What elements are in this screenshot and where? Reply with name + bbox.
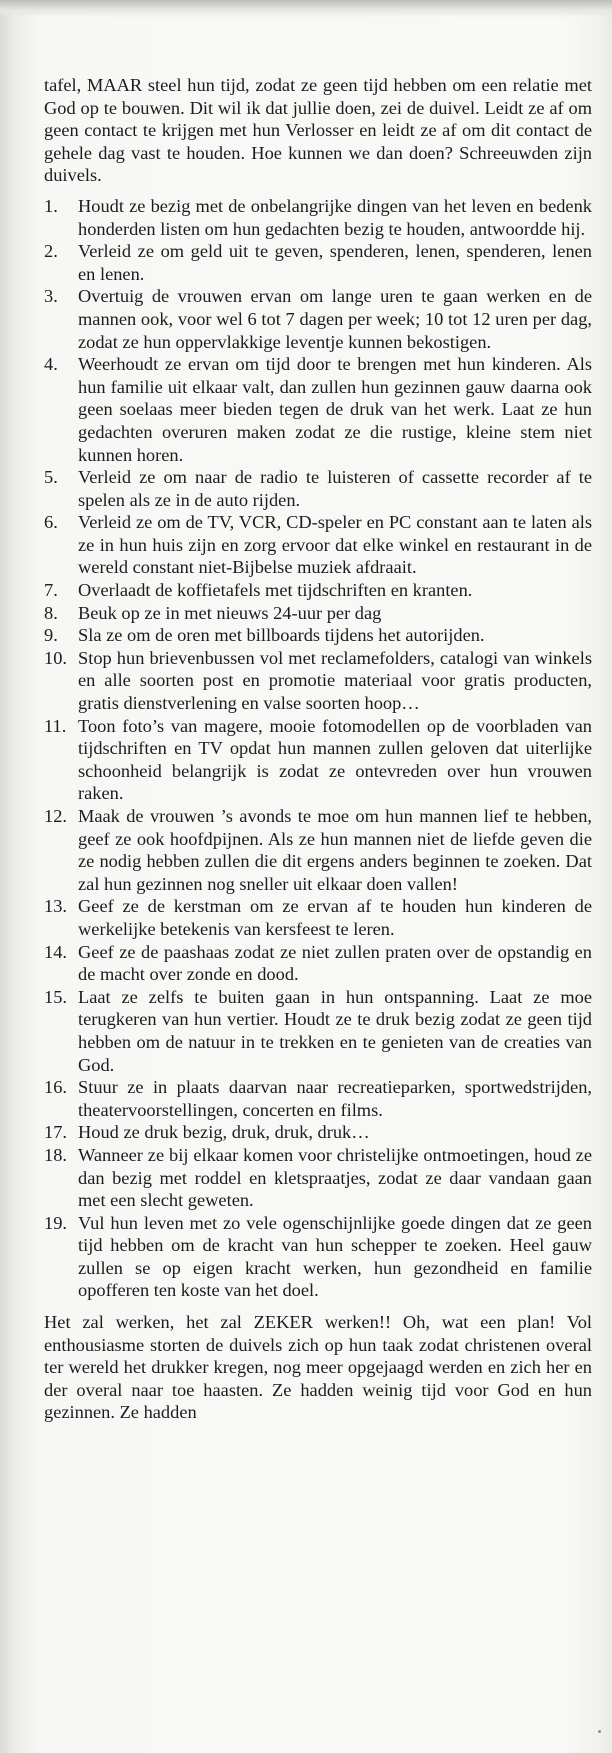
numbered-list <box>44 195 592 1302</box>
list-item-number: 3. <box>44 286 58 307</box>
list-item <box>44 715 592 805</box>
list-item-number: 16. <box>44 1077 67 1098</box>
page-edge-shadow <box>0 0 612 18</box>
list-item <box>44 353 592 466</box>
list-item <box>44 1212 592 1302</box>
scan-speck <box>598 1730 601 1733</box>
list-item <box>44 986 592 1076</box>
list-item <box>44 895 592 940</box>
intro-paragraph: tafel, MAAR steel hun tijd, zodat ze geen tijd hebben om een relatie met God op te bouwen. Dit wil ik dat jullie doen, zei de duivel. Leidt ze af om geen contact te krijgen met hun Verlosser en leidt ze af om dit contact de gehele dag vast te houden. Hoe kunnen we dan doen? Schreeuwden zijn duivels. <box>44 75 592 186</box>
list-item-text: Verleid ze om geld uit te geven, spenderen, lenen, spenderen, lenen en lenen. <box>78 241 592 284</box>
closing-paragraph: Het zal werken, het zal ZEKER werken!! Oh, wat een plan! Vol enthousiasme storten de duivels zich op hun taak zodat christenen overal ter wereld het drukker kregen, nog meer opgejaagd werden en zich her en der overal naar toe haasten. Ze hadden weinig tijd voor God en hun gezinnen. Ze hadden <box>44 1312 592 1423</box>
list-item-number: 10. <box>44 647 67 668</box>
list-item-text: Houdt ze bezig met de onbelangrijke dingen van het leven en bedenk honderden listen om hun gedachten bezig te houden, antwoordde hij. <box>78 195 592 239</box>
list-item-text: Wanneer ze bij elkaar komen voor christelijke ontmoetingen, houd ze dan bezig met roddel en kletspraatjes, zodat ze daar vandaan gaan met een slecht geweten. <box>78 1144 592 1211</box>
list-item-number: 11. <box>44 715 67 736</box>
list-item-text: Verleid ze om naar de radio te luisteren of cassette recorder af te spelen als ze in de auto rijden. <box>78 467 592 510</box>
list-item-text: Vul hun leven met zo vele ogenschijnlijke goede dingen dat ze geen tijd hebben om de kracht van hun schepper te zoeken. Heel gauw zullen se op eigen kracht werken, hun gezondheid en familie opofferen ten koste van het doel. <box>78 1212 592 1301</box>
list-item <box>44 1144 592 1212</box>
list-item-text: Geef ze de paashaas zodat ze niet zullen praten over de opstandig en de macht over zonde en dood. <box>78 941 592 985</box>
list-item <box>44 624 592 647</box>
list-item <box>44 602 592 625</box>
list-item-number: 19. <box>44 1212 67 1233</box>
list-item <box>44 647 592 715</box>
list-item-text: Weerhoudt ze ervan om tijd door te brengen met hun kinderen. Als hun familie uit elkaar valt, dan zullen hun gezinnen gauw daarna ook geen soelaas meer bieden tegen de druk van het werk. Laat ze hun gedachten overuren maken zodat ze die rustige, kleine stem niet kunnen horen. <box>78 354 592 465</box>
list-item-number: 15. <box>44 986 67 1007</box>
list-item-text: Geef ze de kerstman om ze ervan af te houden hun kinderen de werkelijke betekenis van kersfeest te leren. <box>78 896 592 939</box>
list-item <box>44 240 592 285</box>
list-item-text: Overlaadt de koffietafels met tijdschriften en kranten. <box>78 580 473 601</box>
list-item-number: 12. <box>44 806 67 826</box>
list-item-number: 1. <box>44 195 58 216</box>
list-item-number: 14. <box>44 941 67 962</box>
list-item <box>44 941 592 986</box>
list-item-number: 4. <box>44 354 58 375</box>
list-item-number: 9. <box>44 625 58 646</box>
list-item <box>44 805 592 895</box>
list-item <box>44 466 592 511</box>
list-item-number: 17. <box>44 1122 67 1143</box>
list-item-number: 2. <box>44 241 58 262</box>
list-item <box>44 285 592 353</box>
list-item-text: Stop hun brievenbussen vol met reclamefolders, catalogi van winkels en alle soorten post en promotie materiaal voor gratis producten, gratis dienstverlening en valse soorten hoop… <box>78 647 592 714</box>
list-item-text: Verleid ze om de TV, VCR, CD-speler en PC constant aan te laten als ze in hun huis zijn en zorg ervoor dat elke winkel en restaurant in de wereld constant niet-Bijbelse muziek afdraait. <box>78 512 592 578</box>
list-item-text: Maak de vrouwen ’s avonds te moe om hun mannen lief te hebben, geef ze ook hoofdpijnen. Als ze hun mannen niet de liefde geven die ze nodig hebben zullen die dit ergens anders beginnen te zoeken. Dat zal hun gezinnen nog sneller uit elkaar doen vallen! <box>78 806 592 894</box>
list-item <box>44 1121 592 1144</box>
list-item-text: Stuur ze in plaats daarvan naar recreatieparken, sportwedstrijden, theatervoorstellingen, concerten en films. <box>78 1077 592 1120</box>
list-item-text: Sla ze om de oren met billboards tijdens het autorijden. <box>78 625 485 646</box>
article-body <box>44 74 592 1424</box>
list-item-text: Toon foto’s van magere, mooie fotomodellen op de voorbladen van tijdschriften en TV opdat hun mannen zullen geloven dat uiterlijke schoonheid belangrijk is zodat ze ontevreden over hun vrouwen raken. <box>78 715 592 804</box>
list-item-number: 13. <box>44 896 67 917</box>
list-item <box>44 195 592 240</box>
list-item <box>44 511 592 579</box>
list-item-text: Houd ze druk bezig, druk, druk, druk… <box>78 1122 370 1143</box>
list-item <box>44 579 592 602</box>
list-item-text: Overtuig de vrouwen ervan om lange uren te gaan werken en de mannen ook, voor wel 6 tot 7 dagen per week; 10 tot 12 uren per dag, zodat ze hun oppervlakkige leventje kunnen bekostigen. <box>78 286 592 352</box>
list-item-number: 5. <box>44 467 58 488</box>
list-item-number: 18. <box>44 1144 67 1165</box>
list-item-number: 8. <box>44 602 58 623</box>
list-item-text: Laat ze zelfs te buiten gaan in hun ontspanning. Laat ze moe terugkeren van hun vertier. Houdt ze te druk bezig zodat ze geen tijd hebben om de natuur in te trekken en te genieten van de creaties van God. <box>78 986 592 1075</box>
list-item-number: 6. <box>44 512 58 533</box>
list-item-text: Beuk op ze in met nieuws 24-uur per dag <box>78 602 382 623</box>
list-item <box>44 1076 592 1121</box>
list-item-number: 7. <box>44 580 58 601</box>
